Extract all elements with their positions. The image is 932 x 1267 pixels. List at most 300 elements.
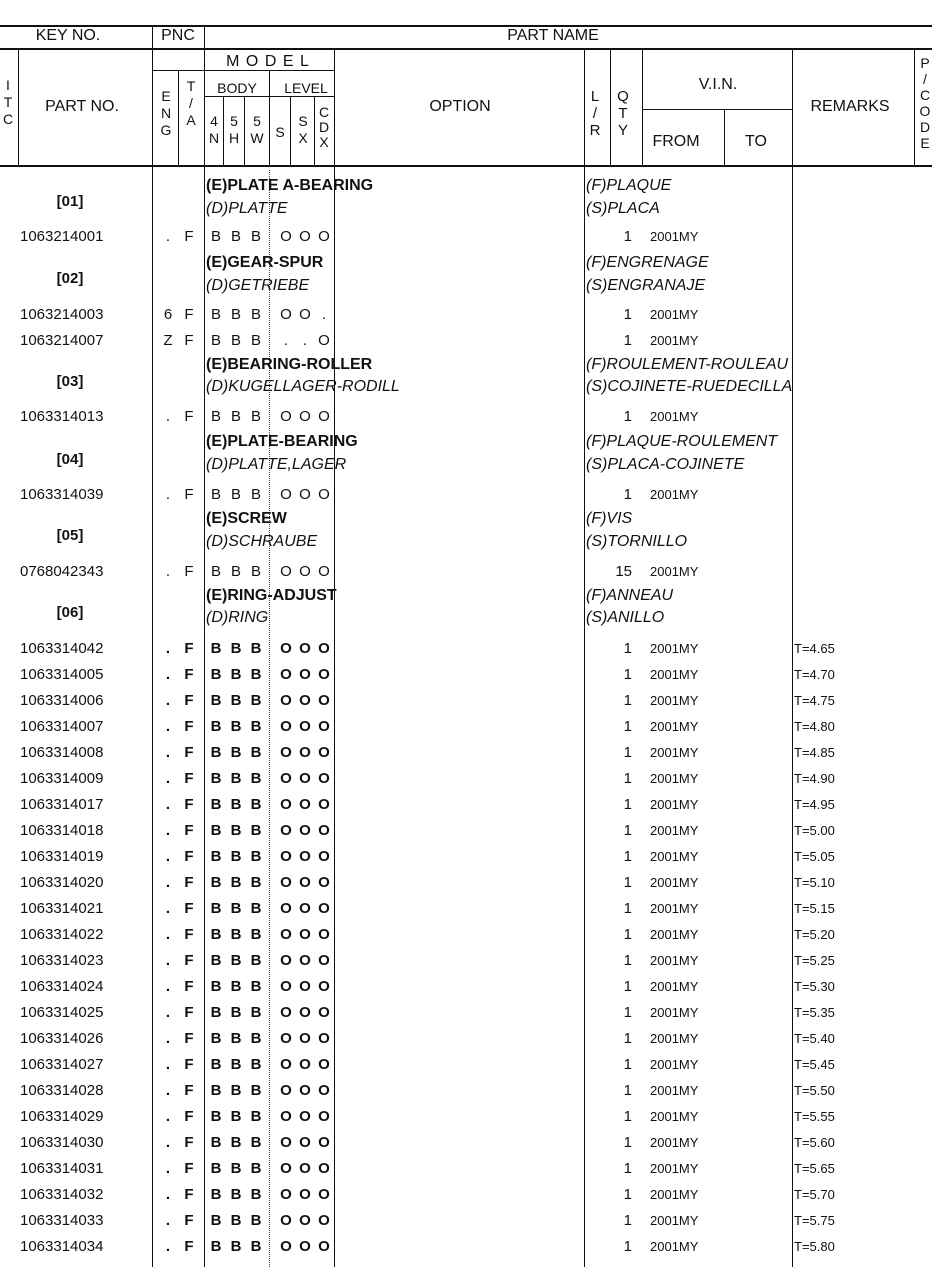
vin-from: 2001MY: [650, 641, 699, 656]
model-applicability-mark: O: [299, 1004, 311, 1021]
model-applicability-mark: B: [230, 486, 242, 503]
part-number: 1063314039: [20, 486, 104, 503]
model-applicability-mark: B: [210, 1108, 222, 1125]
model-applicability-mark: O: [299, 848, 311, 865]
grid-line: [152, 25, 153, 1267]
model-applicability-mark: O: [299, 640, 311, 657]
model-applicability-mark: B: [210, 1056, 222, 1073]
ta-code: F: [184, 822, 194, 839]
vin-from: 2001MY: [650, 409, 699, 424]
model-applicability-mark: .: [283, 332, 289, 349]
vin-from: 2001MY: [650, 719, 699, 734]
model-applicability-mark: O: [280, 718, 292, 735]
model-applicability-mark: O: [280, 822, 292, 839]
vin-from: 2001MY: [650, 953, 699, 968]
ta-code: F: [184, 874, 194, 891]
eng-code: .: [165, 978, 171, 995]
model-applicability-mark: O: [318, 1134, 330, 1151]
remarks-value: T=5.65: [794, 1161, 835, 1176]
model-applicability-mark: O: [299, 874, 311, 891]
part-number: 1063314024: [20, 978, 104, 995]
model-applicability-mark: B: [210, 874, 222, 891]
model-applicability-mark: B: [230, 796, 242, 813]
ta-code: F: [184, 1212, 194, 1229]
model-applicability-mark: O: [318, 692, 330, 709]
model-applicability-mark: B: [230, 1186, 242, 1203]
quantity: 1: [623, 1056, 632, 1073]
quantity: 1: [623, 666, 632, 683]
model-applicability-mark: B: [230, 306, 242, 323]
vin-from: 2001MY: [650, 1031, 699, 1046]
grid-line: [269, 170, 270, 1267]
model-applicability-mark: O: [280, 952, 292, 969]
grid-line: [642, 48, 643, 165]
ta-code: F: [184, 1004, 194, 1021]
part-number: 1063314023: [20, 952, 104, 969]
model-applicability-mark: O: [318, 666, 330, 683]
model-applicability-mark: B: [250, 822, 262, 839]
remarks-value: T=5.00: [794, 823, 835, 838]
part-name-english: (E)PLATE A-BEARING: [206, 177, 374, 194]
quantity: 1: [623, 228, 632, 245]
eng-code: .: [165, 796, 171, 813]
eng-code: .: [165, 1082, 171, 1099]
model-applicability-mark: O: [299, 1186, 311, 1203]
part-number: 1063314034: [20, 1238, 104, 1255]
model-applicability-mark: B: [250, 1160, 262, 1177]
model-applicability-mark: O: [280, 486, 292, 503]
model-applicability-mark: O: [299, 1134, 311, 1151]
model-applicability-mark: B: [230, 900, 242, 917]
model-applicability-mark: B: [230, 978, 242, 995]
part-name-french: (F)ROULEMENT-ROULEAU: [586, 356, 789, 373]
grid-line: [223, 96, 224, 165]
model-applicability-mark: O: [280, 978, 292, 995]
quantity: 15: [615, 563, 632, 580]
remarks-value: T=5.55: [794, 1109, 835, 1124]
part-number: 1063314022: [20, 926, 104, 943]
model-applicability-mark: B: [210, 978, 222, 995]
model-applicability-mark: B: [230, 1160, 242, 1177]
level-cdx-header: C D X: [318, 104, 330, 150]
level-s-header: S: [275, 124, 285, 140]
vin-from: 2001MY: [650, 307, 699, 322]
eng-code: 6: [163, 306, 173, 323]
vin-from: 2001MY: [650, 1187, 699, 1202]
eng-code: .: [165, 874, 171, 891]
grid-line: [610, 48, 611, 165]
quantity: 1: [623, 900, 632, 917]
eng-code: Z: [163, 332, 173, 349]
part-name-header: PART NAME: [507, 27, 599, 44]
model-applicability-mark: B: [230, 1082, 242, 1099]
model-applicability-mark: B: [250, 408, 262, 425]
part-number: 1063214003: [20, 306, 104, 323]
model-applicability-mark: O: [318, 1056, 330, 1073]
grid-line: [314, 96, 315, 165]
part-number: 1063314042: [20, 640, 104, 657]
eng-code: .: [165, 666, 171, 683]
model-applicability-mark: O: [318, 1186, 330, 1203]
model-applicability-mark: B: [210, 692, 222, 709]
part-number: 1063314008: [20, 744, 104, 761]
model-applicability-mark: O: [280, 874, 292, 891]
eng-code: .: [165, 1212, 171, 1229]
model-applicability-mark: O: [299, 486, 311, 503]
model-applicability-mark: B: [230, 822, 242, 839]
model-applicability-mark: O: [280, 306, 292, 323]
vin-from: 2001MY: [650, 901, 699, 916]
remarks-header: REMARKS: [810, 98, 890, 115]
eng-code: .: [165, 1108, 171, 1125]
eng-code: .: [165, 848, 171, 865]
model-applicability-mark: B: [210, 486, 222, 503]
model-applicability-mark: O: [318, 874, 330, 891]
model-applicability-mark: O: [280, 228, 292, 245]
vin-from-header: FROM: [652, 133, 700, 150]
model-applicability-mark: B: [210, 770, 222, 787]
model-applicability-mark: B: [210, 1134, 222, 1151]
grid-line: [724, 109, 725, 165]
quantity: 1: [623, 848, 632, 865]
model-applicability-mark: O: [318, 228, 330, 245]
key-number: [03]: [56, 373, 84, 390]
part-number: 1063314006: [20, 692, 104, 709]
grid-line: [914, 48, 915, 165]
model-applicability-mark: B: [250, 900, 262, 917]
ta-code: F: [184, 926, 194, 943]
remarks-value: T=5.40: [794, 1031, 835, 1046]
remarks-value: T=5.60: [794, 1135, 835, 1150]
remarks-value: T=5.75: [794, 1213, 835, 1228]
lr-header: L / R: [589, 88, 601, 139]
vin-from: 2001MY: [650, 1213, 699, 1228]
remarks-value: T=5.70: [794, 1187, 835, 1202]
eng-code: .: [165, 1134, 171, 1151]
model-applicability-mark: O: [280, 640, 292, 657]
model-applicability-mark: B: [230, 1134, 242, 1151]
ta-code: F: [184, 978, 194, 995]
remarks-value: T=5.80: [794, 1239, 835, 1254]
part-number: 1063314017: [20, 796, 104, 813]
model-applicability-mark: O: [318, 332, 330, 349]
eng-code: .: [165, 1186, 171, 1203]
quantity: 1: [623, 692, 632, 709]
remarks-value: T=4.95: [794, 797, 835, 812]
model-applicability-mark: O: [280, 1004, 292, 1021]
model-applicability-mark: .: [302, 332, 308, 349]
model-applicability-mark: O: [280, 1082, 292, 1099]
model-applicability-mark: O: [299, 1030, 311, 1047]
vin-to-header: TO: [745, 133, 767, 150]
model-applicability-mark: B: [230, 408, 242, 425]
model-applicability-mark: O: [299, 796, 311, 813]
ta-code: F: [184, 1030, 194, 1047]
model-applicability-mark: O: [299, 408, 311, 425]
part-name-english: (E)PLATE-BEARING: [206, 433, 358, 450]
model-applicability-mark: O: [318, 1212, 330, 1229]
part-number: 1063314030: [20, 1134, 104, 1151]
model-applicability-mark: O: [280, 408, 292, 425]
model-applicability-mark: O: [318, 1030, 330, 1047]
model-applicability-mark: B: [250, 744, 262, 761]
model-applicability-mark: O: [318, 408, 330, 425]
model-applicability-mark: O: [318, 1160, 330, 1177]
part-number: 1063314021: [20, 900, 104, 917]
remarks-value: T=4.90: [794, 771, 835, 786]
part-name-german: (D)SCHRAUBE: [206, 533, 318, 550]
model-applicability-mark: O: [280, 770, 292, 787]
eng-code: .: [165, 744, 171, 761]
pcode-header: P / C O D E: [919, 55, 931, 151]
ta-code: F: [184, 228, 194, 245]
model-applicability-mark: O: [299, 228, 311, 245]
grid-line: [244, 96, 245, 165]
model-applicability-mark: B: [210, 1186, 222, 1203]
model-applicability-mark: O: [299, 978, 311, 995]
part-number: 1063314025: [20, 1004, 104, 1021]
body-5h-header: 5 H: [228, 113, 240, 146]
model-applicability-mark: B: [250, 1082, 262, 1099]
model-applicability-mark: O: [299, 952, 311, 969]
vin-from: 2001MY: [650, 1109, 699, 1124]
eng-code: .: [165, 692, 171, 709]
part-number: 1063314018: [20, 822, 104, 839]
model-applicability-mark: O: [280, 1160, 292, 1177]
vin-from: 2001MY: [650, 1135, 699, 1150]
model-applicability-mark: O: [318, 900, 330, 917]
quantity: 1: [623, 874, 632, 891]
model-applicability-mark: B: [210, 822, 222, 839]
quantity: 1: [623, 1238, 632, 1255]
quantity: 1: [623, 952, 632, 969]
model-applicability-mark: B: [250, 718, 262, 735]
model-applicability-mark: B: [230, 848, 242, 865]
vin-from: 2001MY: [650, 564, 699, 579]
model-applicability-mark: B: [250, 1134, 262, 1151]
model-applicability-mark: B: [210, 306, 222, 323]
ta-code: F: [184, 408, 194, 425]
model-applicability-mark: B: [230, 952, 242, 969]
itc-header: I T C: [3, 77, 14, 127]
model-applicability-mark: O: [318, 926, 330, 943]
grid-line: [334, 48, 335, 1267]
model-applicability-mark: B: [250, 848, 262, 865]
part-number: 1063314013: [20, 408, 104, 425]
model-applicability-mark: B: [230, 1056, 242, 1073]
model-applicability-mark: B: [250, 692, 262, 709]
eng-code: .: [165, 770, 171, 787]
model-applicability-mark: O: [280, 796, 292, 813]
ta-code: F: [184, 1108, 194, 1125]
ta-code: F: [184, 1134, 194, 1151]
vin-from: 2001MY: [650, 979, 699, 994]
eng-code: .: [165, 926, 171, 943]
model-applicability-mark: B: [210, 666, 222, 683]
model-applicability-mark: O: [280, 1030, 292, 1047]
model-applicability-mark: B: [210, 1212, 222, 1229]
ta-code: F: [184, 1082, 194, 1099]
option-header: OPTION: [429, 98, 491, 115]
part-number: 1063314028: [20, 1082, 104, 1099]
grid-line: [0, 25, 932, 27]
part-name-french: (F)VIS: [586, 510, 633, 527]
model-applicability-mark: O: [280, 1238, 292, 1255]
quantity: 1: [623, 408, 632, 425]
vin-from: 2001MY: [650, 823, 699, 838]
ta-code: F: [184, 1238, 194, 1255]
vin-from: 2001MY: [650, 927, 699, 942]
eng-code: .: [165, 228, 171, 245]
quantity: 1: [623, 1004, 632, 1021]
model-applicability-mark: O: [318, 744, 330, 761]
vin-from: 2001MY: [650, 1161, 699, 1176]
remarks-value: T=5.50: [794, 1083, 835, 1098]
model-applicability-mark: O: [299, 563, 311, 580]
grid-line: [178, 70, 179, 165]
model-applicability-mark: O: [299, 1212, 311, 1229]
model-applicability-mark: O: [280, 563, 292, 580]
model-applicability-mark: O: [299, 692, 311, 709]
model-applicability-mark: B: [250, 926, 262, 943]
model-applicability-mark: B: [230, 692, 242, 709]
model-applicability-mark: O: [318, 718, 330, 735]
model-applicability-mark: O: [299, 770, 311, 787]
model-applicability-mark: B: [230, 228, 242, 245]
model-applicability-mark: B: [230, 666, 242, 683]
part-no-header: PART NO.: [45, 98, 119, 115]
part-name-german: (D)KUGELLAGER-RODILL: [206, 378, 400, 395]
remarks-value: T=5.45: [794, 1057, 835, 1072]
eng-code: .: [165, 952, 171, 969]
remarks-value: T=4.65: [794, 641, 835, 656]
model-applicability-mark: O: [299, 1056, 311, 1073]
model-applicability-mark: B: [230, 718, 242, 735]
ta-code: F: [184, 692, 194, 709]
ta-code: F: [184, 666, 194, 683]
quantity: 1: [623, 796, 632, 813]
model-applicability-mark: B: [230, 332, 242, 349]
model-applicability-mark: B: [210, 1004, 222, 1021]
model-applicability-mark: O: [318, 848, 330, 865]
model-applicability-mark: B: [250, 1238, 262, 1255]
eng-code: .: [165, 1238, 171, 1255]
ta-code: F: [184, 848, 194, 865]
model-applicability-mark: O: [318, 1004, 330, 1021]
ta-code: F: [184, 718, 194, 735]
remarks-value: T=4.85: [794, 745, 835, 760]
vin-from: 2001MY: [650, 333, 699, 348]
model-applicability-mark: O: [318, 770, 330, 787]
grid-line: [269, 70, 270, 165]
vin-from: 2001MY: [650, 1005, 699, 1020]
part-number: 1063314007: [20, 718, 104, 735]
quantity: 1: [623, 1108, 632, 1125]
ta-code: F: [184, 563, 194, 580]
model-applicability-mark: B: [250, 306, 262, 323]
eng-code: .: [165, 1056, 171, 1073]
model-applicability-mark: O: [280, 926, 292, 943]
model-applicability-mark: B: [230, 744, 242, 761]
model-applicability-mark: B: [230, 1004, 242, 1021]
model-applicability-mark: O: [318, 1108, 330, 1125]
model-applicability-mark: B: [250, 978, 262, 995]
remarks-value: T=4.80: [794, 719, 835, 734]
model-applicability-mark: B: [210, 332, 222, 349]
remarks-value: T=5.20: [794, 927, 835, 942]
part-name-spanish: (S)PLACA: [586, 200, 660, 217]
part-number: 1063314032: [20, 1186, 104, 1203]
part-name-spanish: (S)COJINETE-RUEDECILLA: [586, 378, 793, 395]
eng-code: .: [165, 408, 171, 425]
quantity: 1: [623, 1030, 632, 1047]
vin-from: 2001MY: [650, 667, 699, 682]
vin-from: 2001MY: [650, 1083, 699, 1098]
model-applicability-mark: O: [318, 822, 330, 839]
model-applicability-mark: B: [210, 796, 222, 813]
ta-code: F: [184, 640, 194, 657]
model-applicability-mark: B: [250, 228, 262, 245]
model-applicability-mark: O: [280, 1056, 292, 1073]
quantity: 1: [623, 1160, 632, 1177]
key-number: [04]: [56, 451, 84, 468]
part-number: 1063214007: [20, 332, 104, 349]
part-name-spanish: (S)TORNILLO: [586, 533, 688, 550]
model-applicability-mark: B: [210, 563, 222, 580]
model-applicability-mark: O: [299, 744, 311, 761]
ta-code: F: [184, 900, 194, 917]
part-number: 1063314020: [20, 874, 104, 891]
model-applicability-mark: .: [321, 306, 327, 323]
part-name-english: (E)BEARING-ROLLER: [206, 356, 373, 373]
model-applicability-mark: B: [250, 332, 262, 349]
grid-line: [642, 109, 792, 110]
model-applicability-mark: O: [299, 1108, 311, 1125]
ta-code: F: [184, 796, 194, 813]
part-name-german: (D)GETRIEBE: [206, 277, 310, 294]
quantity: 1: [623, 926, 632, 943]
part-name-english: (E)SCREW: [206, 510, 287, 527]
model-applicability-mark: O: [280, 1134, 292, 1151]
ta-code: F: [184, 332, 194, 349]
model-applicability-mark: O: [318, 952, 330, 969]
eng-code: .: [165, 1160, 171, 1177]
eng-code: .: [165, 1030, 171, 1047]
model-applicability-mark: O: [280, 1212, 292, 1229]
pnc-header: PNC: [161, 27, 195, 44]
remarks-value: T=5.30: [794, 979, 835, 994]
part-number: 1063314009: [20, 770, 104, 787]
part-name-french: (F)PLAQUE-ROULEMENT: [586, 433, 778, 450]
remarks-value: T=4.75: [794, 693, 835, 708]
remarks-value: T=5.10: [794, 875, 835, 890]
part-name-german: (D)RING: [206, 609, 269, 626]
model-applicability-mark: B: [250, 486, 262, 503]
vin-from: 2001MY: [650, 1239, 699, 1254]
model-applicability-mark: B: [250, 770, 262, 787]
part-name-spanish: (S)ENGRANAJE: [586, 277, 706, 294]
vin-from: 2001MY: [650, 797, 699, 812]
quantity: 1: [623, 332, 632, 349]
quantity: 1: [623, 486, 632, 503]
grid-line: [152, 70, 334, 71]
model-applicability-mark: B: [230, 1030, 242, 1047]
quantity: 1: [623, 822, 632, 839]
vin-header: V.I.N.: [698, 76, 738, 93]
part-name-english: (E)RING-ADJUST: [206, 587, 337, 604]
model-applicability-mark: B: [250, 666, 262, 683]
part-name-german: (D)PLATTE,LAGER: [206, 456, 347, 473]
